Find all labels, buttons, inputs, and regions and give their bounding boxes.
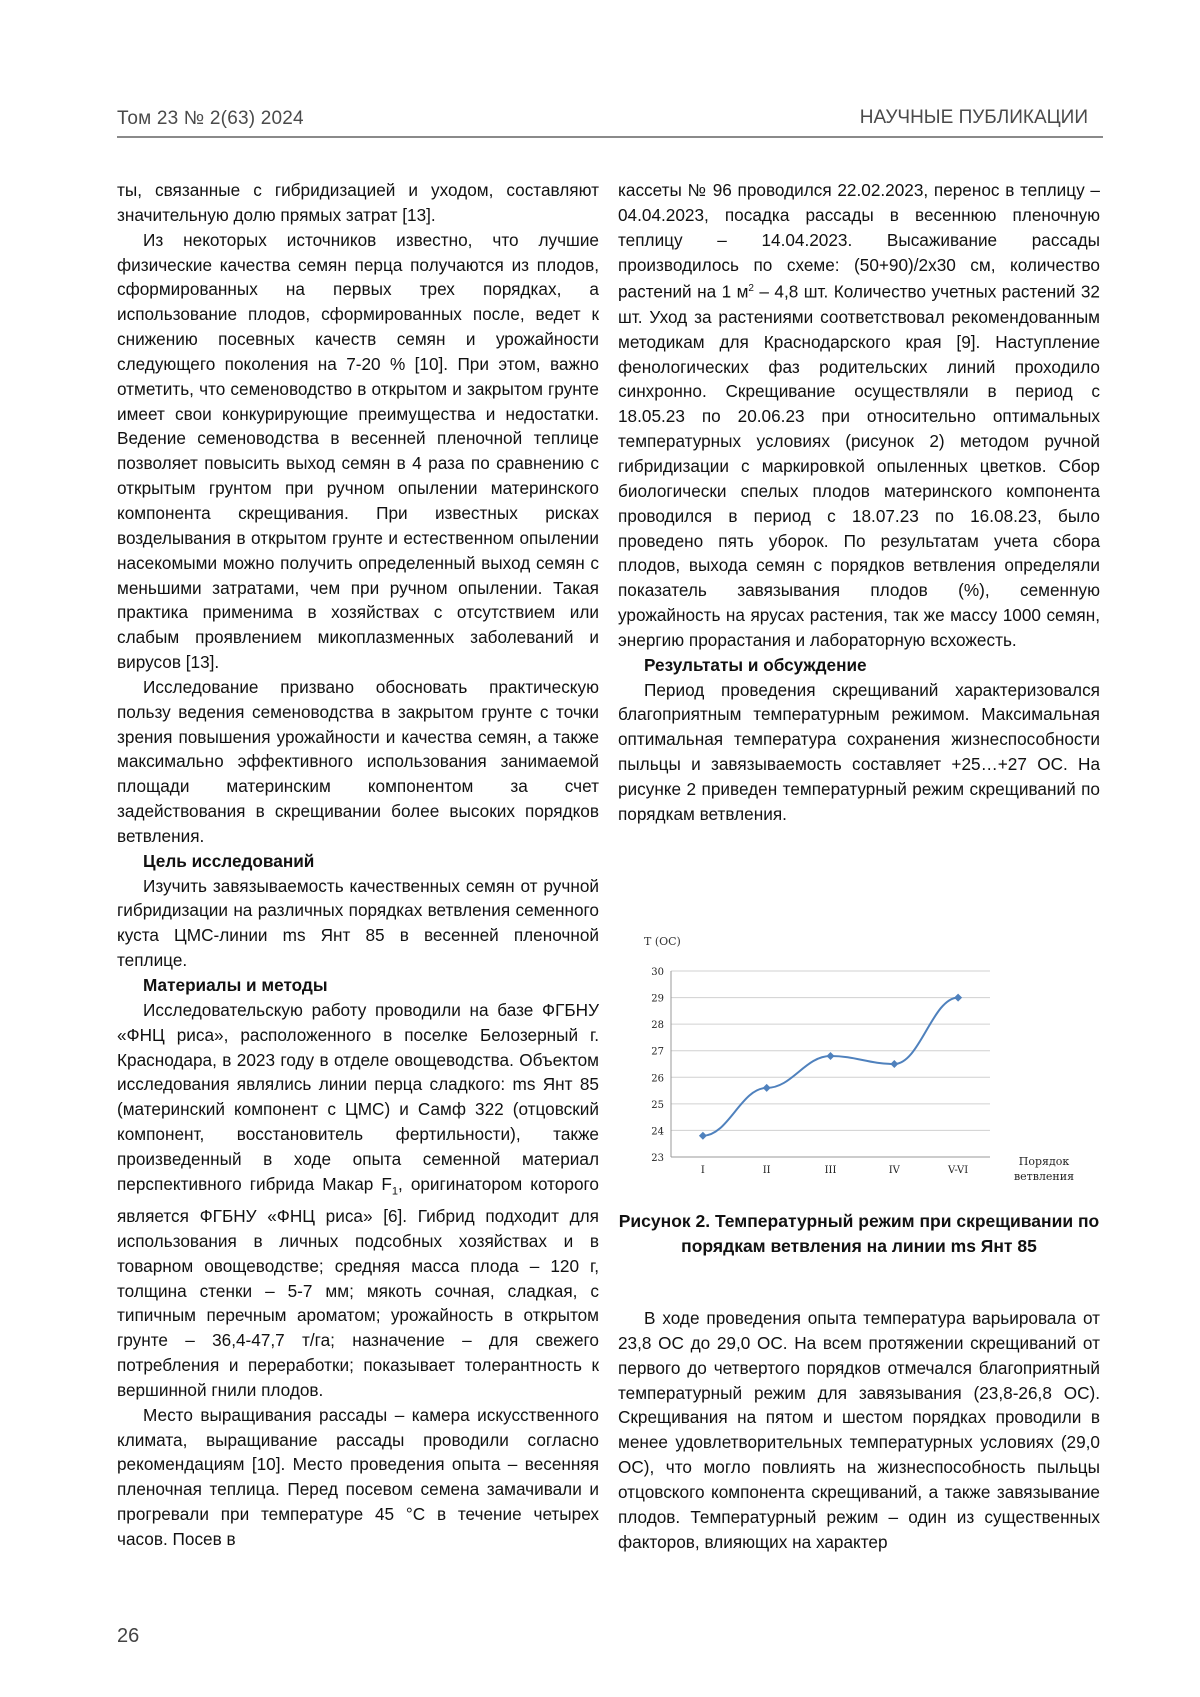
left-column	[117, 178, 599, 1552]
x-tick-label: I	[700, 1165, 705, 1176]
text-run: кассеты № 96 проводился 22.02.2023, перенос в теплицу – 04.04.2023, посадка рассады в весеннюю пленочную теплицу – 14.04.2023. Высаживание рассады производилось по схеме: (50+90)/2х30 см, количество растений на 1 м	[618, 180, 1100, 303]
subscript: 1	[391, 1185, 398, 1198]
text-run: , оригинатором которого является ФГБНУ «ФНЦ риса» [6]. Гибрид подходит для использования в личных подсобных хозяйствах и в товарном овощеводстве; средняя масса плода – 120 г, толщина стенки – 5-7 мм; мякоть сочная, сладкая, с типичным перечным ароматом; урожайность в открытом грунте – 36,4-47,7 т/га; назначение – для свежего потребления и переработки; показывает толерантность к вершинной гнили плодов.	[117, 1173, 599, 1400]
section-heading-goal: Цель исследований	[143, 850, 315, 871]
x-tick-label: III	[824, 1165, 837, 1176]
section-heading-methods: Материалы и методы	[143, 975, 328, 995]
page-number: 26	[117, 1625, 140, 1647]
data-point	[827, 1052, 835, 1060]
paragraph: Изучить завязываемость качественных семян от ручной гибридизации на различных порядках ветвления семенного куста ЦМС-линии ms Янт 85 в весенней пленочной теплице.	[117, 875, 599, 971]
superscript: 2	[748, 283, 754, 295]
right-column	[618, 178, 1100, 827]
data-point	[763, 1084, 771, 1092]
y-axis-label: Т (ОС)	[644, 935, 681, 948]
paragraph	[618, 178, 1100, 653]
temperature-chart	[618, 905, 1100, 1187]
journal-issue: Том 23 № 2(63) 2024	[117, 108, 304, 129]
x-axis-label-line1: Порядок	[1018, 1155, 1070, 1168]
y-tick-label: 27	[651, 1046, 664, 1058]
right-column-bottom	[618, 1306, 1100, 1554]
paragraph: Из некоторых источников известно, что лучшие физические качества семян перца получаются из плодов, сформированных на первых трех порядках, а использование плодов, сформированных после, ведет к снижению посевных качеств семян и урожайности следующего поколения на 7-20 % [10]. При этом, важно отметить, что семеноводство в открытом и закрытом грунте имеет свои конкурирующие преимущества и недостатки. Ведение семеноводства в весенней пленочной теплице позволяет повысить выход семян в 4 раза по сравнению с открытым грунтом при ручном опылении материнского компонента скрещивания. При известных рисках возделывания в открытом грунте и естественном опылении насекомыми можно получить определенный выход семян с меньшими затратами, чем при ручном опылении. Такая практика применима в хозяйствах с отсутствием или слабым проявлением микоплазменных заболеваний и вирусов [13].	[117, 229, 599, 673]
text-run: – 4,8 шт. Количество учетных растений 32 шт. Уход за растениями соответствовал рекомендованным методикам для Краснодарского края [9]. Наступление фенологических фаз родительских линий проходило синхронно. Скрещивание осуществляли в период с 18.05.23 по 20.06.23 при относительно оптимальных температурных условиях (рисунок 2) методом ручной гибридизации с маркировкой опыленных цветков. Сбор биологически спелых плодов материнского компонента проводился в период с 18.07.23 по 16.08.23, было проведено пять уборок. По результатам учета сбора плодов, выхода семян с порядков ветвления определяли показатель завязывания плодов (%), семенную урожайность на ярусах растения, так же массу 1000 семян, энергию прорастания и лабораторную всхожесть.	[618, 282, 1100, 650]
x-tick-label: IV	[888, 1165, 900, 1176]
paragraph: Исследование призвано обосновать практическую пользу ведения семеноводства в закрытом грунте с точки зрения повышения урожайности и качества семян, а также максимально эффективного использования занимаемой площади материнским компонентом за счет задействования в скрещивании более высоких порядков ветвления.	[117, 676, 599, 846]
y-tick-label: 25	[651, 1099, 664, 1111]
x-axis-label-line2: ветвления	[1013, 1170, 1075, 1183]
section-heading-results: Результаты и обсуждение	[644, 654, 867, 675]
y-tick-label: 30	[651, 967, 664, 978]
paragraph	[117, 998, 599, 1403]
y-tick-label: 24	[651, 1126, 664, 1138]
paragraph: Место выращивания рассады – камера искусственного климата, выращивание рассады проводили согласно рекомендациям [10]. Место проведения опыта – весенняя пленочная теплица. Перед посевом семена замачивали и прогревали при температуре 45 °С в течение четырех часов. Посев в	[117, 1404, 599, 1549]
data-point	[954, 994, 962, 1002]
y-tick-label: 26	[651, 1073, 664, 1085]
y-tick-label: 29	[651, 993, 664, 1005]
y-tick-label: 28	[651, 1020, 664, 1032]
x-tick-label: V-VI	[948, 1165, 969, 1176]
data-point	[890, 1060, 898, 1068]
text-run: Исследовательскую работу проводили на базе ФГБНУ «ФНЦ риса», расположенного в поселке Белозерный г. Краснодара, в 2023 году в отделе овощеводства. Объектом исследования являлись линии перца сладкого: ms Янт 85 (материнский компонент с ЦМС) и Самф 322 (отцовский компонент, восстановитель фертильности), также произведенный в ходе опыта семенной материал перспективного гибрида Макар F	[117, 999, 599, 1194]
section-title: НАУЧНЫЕ ПУБЛИКАЦИИ	[859, 107, 1088, 128]
paragraph: ты, связанные с гибридизацией и уходом, составляют значительную долю прямых затрат [13].	[117, 180, 599, 225]
chart-svg	[618, 905, 1100, 1187]
paragraph: Период проведения скрещиваний характеризовался благоприятным температурным режимом. Максимальная оптимальная температура сохранения жизнеспособности пыльцы и завязываемость составляет +25…+27 ОС. На рисунке 2 приведен температурный режим скрещиваний по порядкам ветвления.	[618, 679, 1100, 824]
figure-caption: Рисунок 2. Температурный режим при скрещивании по порядкам ветвления на линии ms Янт 85	[618, 1211, 1100, 1256]
series-line	[703, 998, 958, 1136]
x-tick-label: II	[762, 1165, 771, 1176]
y-tick-label: 23	[651, 1153, 664, 1164]
data-point	[699, 1132, 707, 1140]
paragraph: В ходе проведения опыта температура варьировала от 23,8 ОС до 29,0 ОС. На всем протяжении скрещиваний от первого до четвертого порядков отмечался благоприятный температурный режим для завязывания (23,8-26,8 ОС). Скрещивания на пятом и шестом порядках проводили в менее удовлетворительных температурных условиях (29,0 ОС), что могло повлиять на жизнеспособность пыльцы отцовского компонента скрещиваний, а также завязывание плодов. Температурный режим – один из существенных факторов, влияющих на характер	[618, 1308, 1100, 1552]
header-rule	[117, 136, 1103, 138]
